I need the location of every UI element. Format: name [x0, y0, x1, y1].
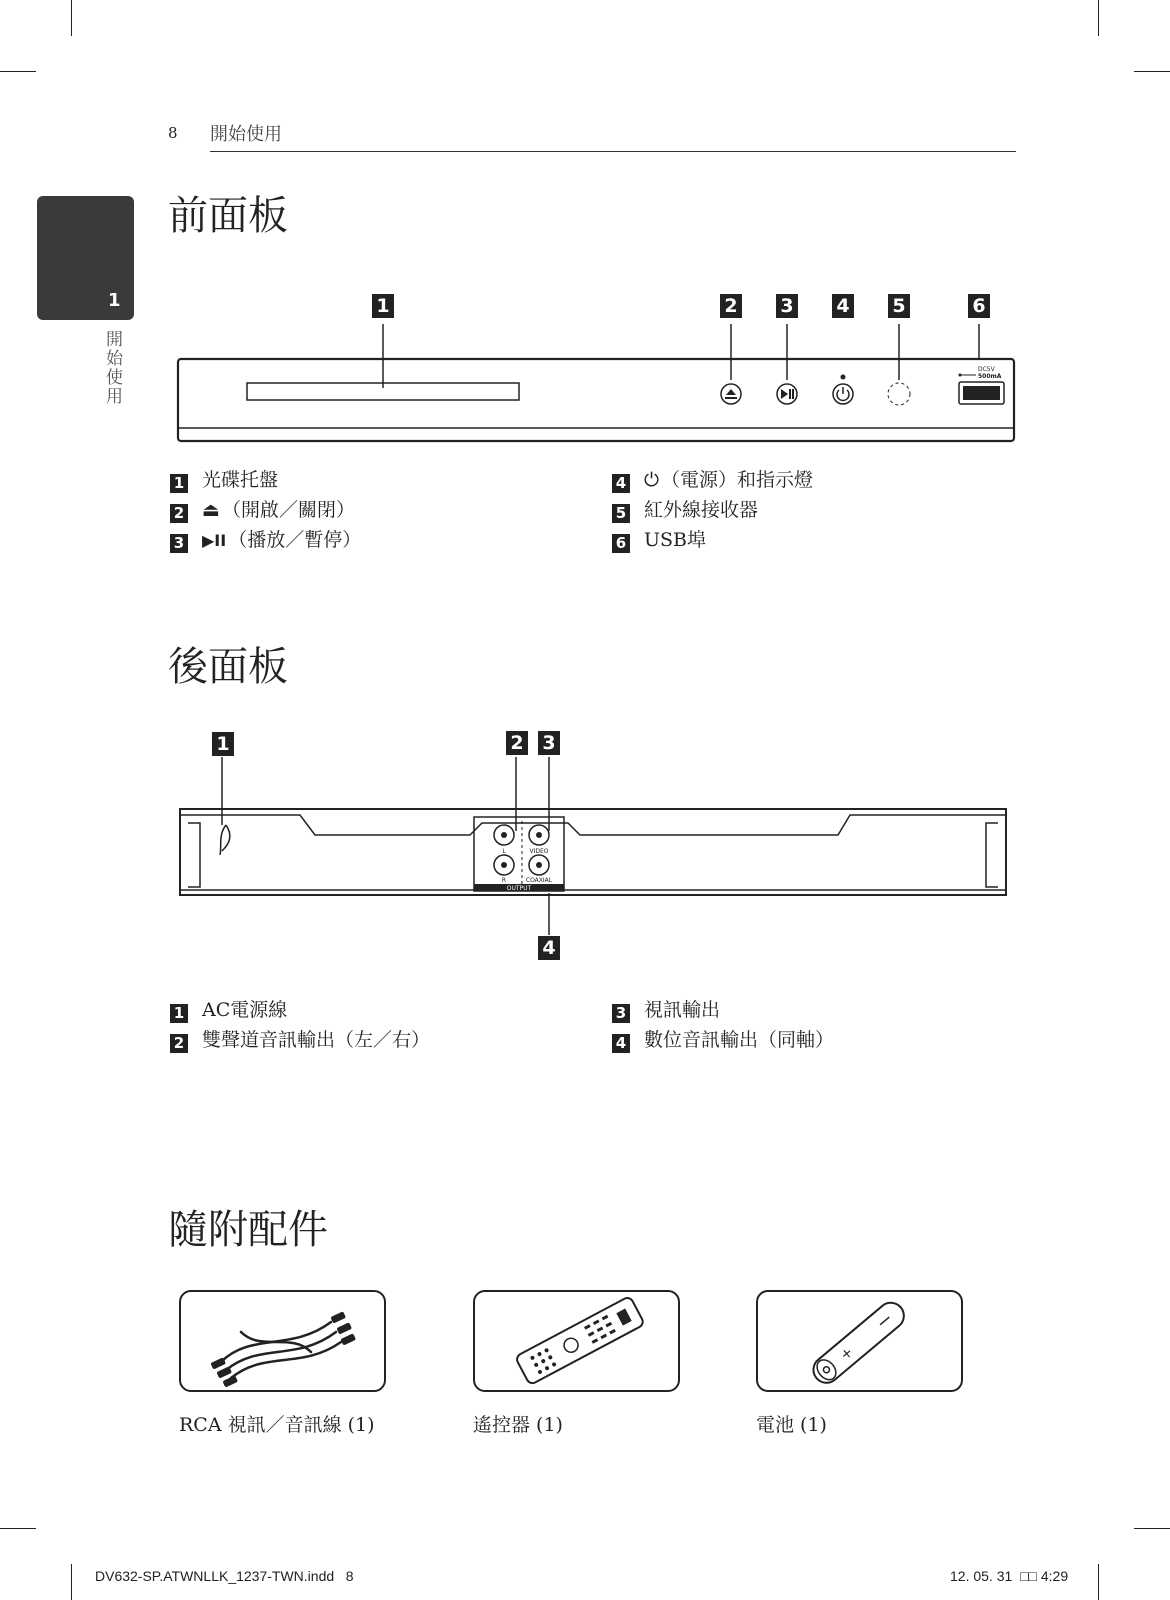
front-panel-heading: 前面板: [168, 193, 288, 239]
front-legend-item: 5 紅外線接收器: [612, 495, 758, 523]
rear-legend-item: 3 視訊輸出: [612, 995, 720, 1023]
front-panel-diagram: [170, 318, 1020, 450]
jack-label-video: VIDEO: [529, 848, 549, 855]
eject-icon: [725, 389, 737, 399]
accessory-label-rca: RCA 視訊／音訊線 (1): [179, 1414, 375, 1436]
play-pause-icon: [781, 389, 794, 399]
front-callout-5: 5: [888, 294, 910, 318]
accessory-battery-box: [756, 1290, 963, 1392]
rear-callout-2: 2: [506, 731, 528, 755]
front-callout-3: 3: [776, 294, 798, 318]
rear-callout-4: 4: [538, 936, 560, 960]
front-legend-item: 1 光碟托盤: [170, 465, 278, 493]
usb-rating-1: DC5V: [978, 366, 995, 373]
crop-mark: [1098, 0, 1099, 36]
jack-label-l: L: [502, 848, 506, 855]
rear-callout-1: 1: [212, 732, 234, 756]
crop-mark: [1098, 1564, 1099, 1600]
power-cord: [220, 825, 230, 855]
rear-panel-diagram: [170, 755, 1020, 940]
front-legend-item: 2 ⏏ （開啟／關閉）: [170, 495, 355, 523]
rear-panel-body: [180, 809, 1006, 895]
chapter-number: 1: [108, 290, 121, 311]
svg-text:+: +: [837, 1344, 857, 1364]
front-legend-item: 3 ▶II （播放／暫停）: [170, 525, 361, 553]
remote-control-icon: [475, 1292, 677, 1389]
front-callout-4: 4: [832, 294, 854, 318]
rear-panel-heading: 後面板: [168, 644, 288, 690]
chapter-label: 開始使用: [102, 330, 122, 406]
accessory-label-remote: 遙控器 (1): [473, 1414, 563, 1436]
footer-filename: DV632-SP.ATWNLLK_1237-TWN.indd 8: [95, 1568, 354, 1584]
footer-timestamp: 12. 05. 31 □□ 4:29: [950, 1568, 1069, 1584]
battery-icon: [758, 1292, 960, 1389]
jack-label-output: OUTPUT: [506, 885, 532, 892]
play-pause-icon: ▶II: [202, 531, 227, 550]
rear-legend-item: 2 雙聲道音訊輸出（左／右）: [170, 1025, 430, 1053]
eject-icon: ⏏: [202, 499, 220, 521]
section-title: 開始使用: [210, 124, 282, 145]
crop-mark: [71, 0, 72, 36]
rca-cable-icon: [181, 1292, 383, 1389]
crop-mark: [0, 1528, 36, 1529]
rear-callout-3: 3: [538, 731, 560, 755]
crop-mark: [0, 71, 36, 72]
accessory-label-battery: 電池 (1): [756, 1414, 827, 1436]
front-callout-6: 6: [968, 294, 990, 318]
accessory-rca-cable-box: [179, 1290, 386, 1392]
ir-receiver: [888, 383, 910, 405]
crop-mark: [1134, 1528, 1170, 1529]
accessory-remote-box: [473, 1290, 680, 1392]
front-callout-2: 2: [720, 294, 742, 318]
front-legend-item: 6 USB埠: [612, 525, 706, 553]
jack-label-coaxial: COAXIAL: [525, 877, 553, 884]
page-number: 8: [168, 124, 178, 142]
accessories-heading: 隨附配件: [168, 1207, 328, 1253]
jack-label-r: R: [501, 877, 507, 884]
crop-mark: [71, 1564, 72, 1600]
usb-rating-2: 500mA: [978, 373, 1002, 380]
front-legend-item: 4 ⏻ （電源）和指示燈: [612, 465, 813, 493]
rear-legend-item: 1 AC電源線: [170, 995, 287, 1023]
usb-slot: [963, 386, 1000, 400]
crop-mark: [1134, 71, 1170, 72]
rear-legend-item: 4 數位音訊輸出（同軸）: [612, 1025, 834, 1053]
power-icon: ⏻: [644, 469, 660, 491]
front-callout-1: 1: [372, 294, 394, 318]
header-rule: [210, 151, 1016, 152]
power-led: [841, 375, 846, 380]
